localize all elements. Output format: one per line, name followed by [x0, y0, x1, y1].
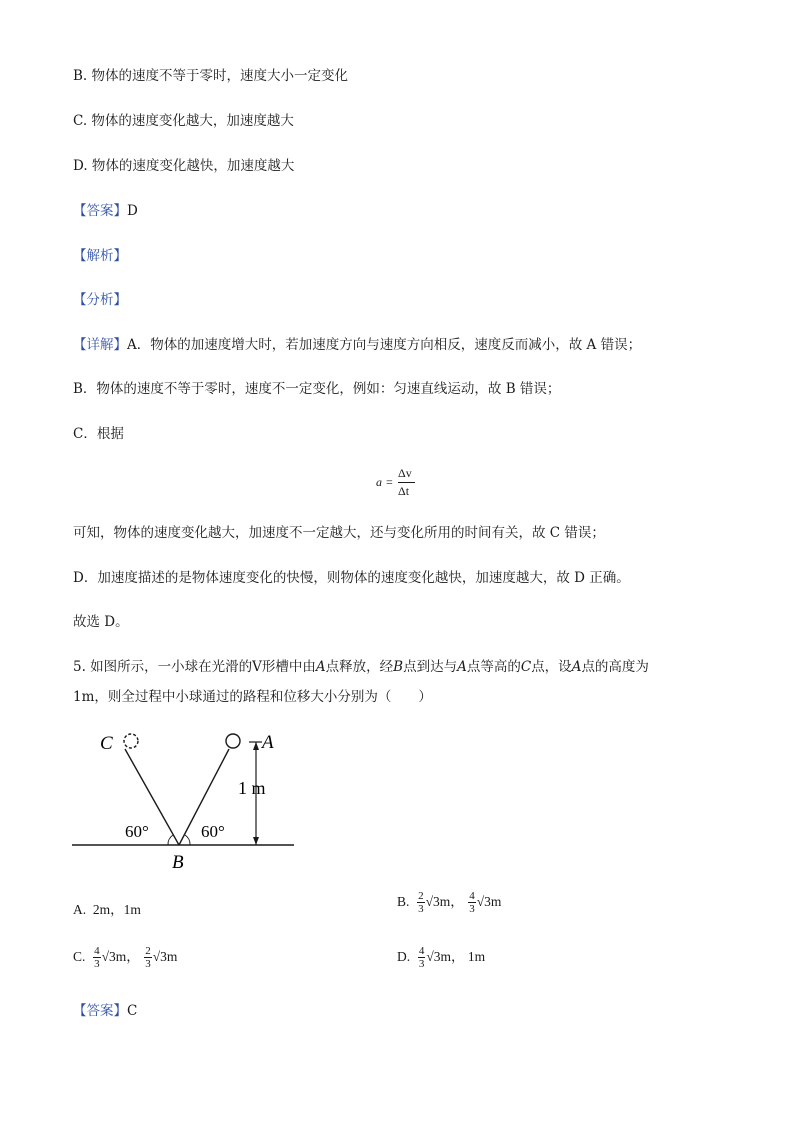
option-d-text: D. 物体的速度变化越快，加速度越大	[73, 158, 295, 174]
answer-tag-2: 【答案】	[73, 1003, 127, 1019]
formula-equals: =	[386, 475, 393, 489]
answer-value: D	[127, 203, 138, 219]
denominator: 3	[418, 958, 425, 971]
detail-b-text: B．物体的速度不等于零时，速度不一定变化，例如：匀速直线运动，故 B 错误；	[73, 381, 561, 397]
choice-b-fraction-1	[417, 890, 425, 915]
label-b: B	[172, 852, 184, 873]
numerator: 2	[145, 945, 151, 958]
detail-a-text: A．物体的加速度增大时，若加速度方向与速度方向相反，速度反而减小，故 A 错误；	[127, 337, 642, 353]
numerator: 4	[418, 945, 425, 958]
fraction-bar	[398, 482, 415, 483]
q5-point-a: A	[315, 659, 326, 675]
choice-c[interactable]	[73, 945, 177, 970]
choice-a-letter: A.	[73, 902, 87, 917]
detail-a-line	[73, 336, 641, 354]
choice-b-fraction-2	[468, 890, 476, 915]
question-5-line2: 1m，则全过程中小球通过的路程和位移大小分别为（ ）	[73, 689, 432, 705]
detail-tag: 【详解】	[73, 337, 127, 353]
choice-d-text-1: √3m，	[426, 949, 465, 964]
q5-part6: 点的高度为	[581, 659, 649, 675]
q5-part1: 5. 如图所示，一小球在光滑的V形槽中由	[73, 659, 316, 675]
numerator: 2	[418, 890, 424, 903]
choice-a-text: 2m，1m	[92, 902, 141, 917]
choice-c-text-1: √3m，	[101, 949, 140, 964]
denominator: 3	[94, 958, 100, 971]
option-c-text: C. 物体的速度变化越大，加速度越大	[73, 113, 294, 129]
q5-part4: 点等高的	[466, 659, 521, 675]
q5-part5: 点，设	[531, 659, 572, 675]
option-b-text: B. 物体的速度不等于零时，速度大小一定变化	[73, 68, 349, 84]
formula-lhs: a	[376, 475, 382, 489]
choice-c-fraction-1	[93, 945, 101, 970]
numerator: 4	[469, 890, 475, 903]
arrow-down-head	[253, 837, 259, 845]
fenxi-tag: 【分析】	[73, 292, 127, 308]
choice-d-text-2: 1m	[467, 949, 486, 964]
detail-d-text: D．加速度描述的是物体速度变化的快慢，则物体的速度变化越快，加速度越大，故 D 正确。	[73, 570, 630, 586]
angle-arc-left	[168, 835, 173, 845]
detail-c2-text: 可知，物体的速度变化越大，加速度不一定越大，还与变化所用的时间有关，故 C 错误；	[73, 525, 605, 541]
denominator: 3	[145, 958, 151, 971]
ball-start	[226, 734, 240, 748]
numerator: 4	[94, 945, 100, 958]
height-label: 1 m	[238, 778, 266, 798]
v-groove-figure	[68, 726, 300, 876]
denominator: 3	[418, 903, 424, 916]
label-c: C	[100, 733, 113, 754]
acceleration-formula	[370, 466, 426, 500]
angle-left-label: 60°	[125, 822, 149, 841]
choose-text: 故选 D。	[73, 614, 129, 630]
choice-b-text-2: √3m	[476, 894, 502, 909]
arrow-up-head	[253, 742, 259, 750]
answer-tag: 【答案】	[73, 203, 127, 219]
choice-b-letter: B.	[397, 894, 410, 909]
formula-numerator: Δv	[398, 466, 412, 480]
q5-point-a: A	[457, 659, 467, 675]
analysis-tag: 【解析】	[73, 248, 127, 264]
q5-point-a: A	[571, 659, 582, 675]
angle-arc-right	[185, 835, 190, 845]
q5-part3: 点到达与	[403, 659, 458, 675]
choice-b-text-1: √3m，	[425, 894, 464, 909]
choice-c-fraction-2	[144, 945, 152, 970]
q5-part2: 点释放，经	[325, 659, 394, 675]
q5-point-b: B	[393, 659, 404, 675]
angle-right-label: 60°	[201, 822, 225, 841]
choice-d-fraction-1	[418, 945, 426, 970]
label-a: A	[262, 732, 274, 753]
formula-denominator: Δt	[398, 484, 410, 498]
answer-line-2	[73, 1002, 137, 1020]
ball-end	[124, 734, 138, 748]
answer-value-2: C	[127, 1003, 138, 1019]
denominator: 3	[469, 903, 475, 916]
choice-b[interactable]	[397, 890, 501, 915]
detail-c-text: C．根据	[73, 426, 124, 442]
choice-c-text-2: √3m	[152, 949, 178, 964]
choice-d[interactable]	[397, 945, 485, 970]
answer-line	[73, 202, 138, 220]
choice-c-letter: C.	[73, 949, 86, 964]
q5-point-c: C	[520, 659, 532, 675]
choice-d-letter: D.	[397, 949, 411, 964]
choice-a[interactable]	[73, 898, 141, 918]
question-5-line1	[73, 658, 649, 676]
